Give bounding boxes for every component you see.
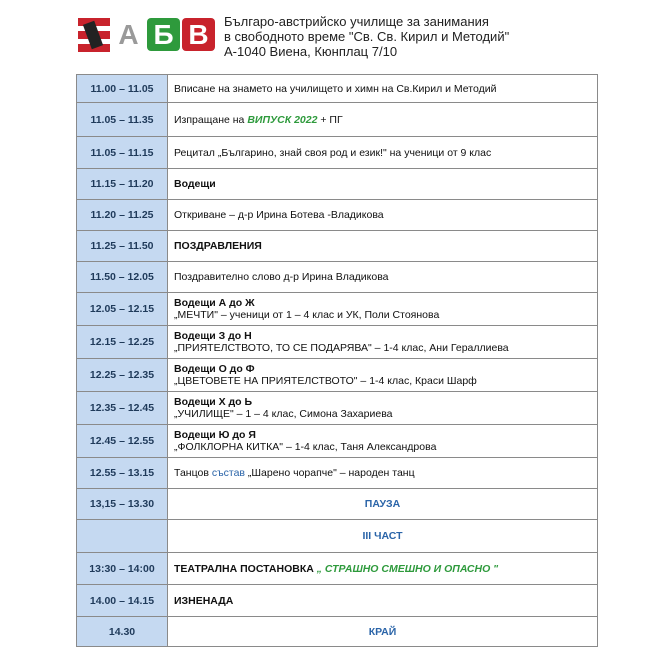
logo-letter-v: В	[182, 18, 215, 51]
time-cell: 13:30 – 14:00	[77, 553, 168, 585]
table-row	[77, 489, 598, 520]
desc-text: Танцов	[174, 467, 212, 479]
description-cell	[168, 425, 598, 458]
table-row	[77, 359, 598, 392]
time-cell: 14.00 – 14.15	[77, 585, 168, 617]
row-title: Водещи Ю до Я	[174, 429, 256, 441]
description-cell: Рецитал „Българино, знай своя род и език!" на ученици от 9 клас	[168, 137, 598, 169]
description-cell: Водещи	[168, 169, 598, 200]
description-cell: Поздравително слово д-р Ирина Владикова	[168, 262, 598, 293]
description-cell: ИЗНЕНАДА	[168, 585, 598, 617]
table-row	[77, 520, 598, 553]
table-row	[77, 293, 598, 326]
logo-letter-a: А	[112, 18, 145, 51]
time-cell: 11.00 – 11.05	[77, 75, 168, 103]
row-subtitle: „МЕЧТИ" – ученици от 1 – 4 клас и УК, Поли Стоянова	[174, 309, 440, 321]
row-subtitle: „ЦВЕТОВЕТЕ НА ПРИЯТЕЛСТВОТО" – 1-4 клас, Краси Шарф	[174, 375, 477, 387]
row-subtitle: „УЧИЛИЩЕ" – 1 – 4 клас, Симона Захариева	[174, 408, 393, 420]
logo-letter-b: Б	[147, 18, 180, 51]
description-cell: Откриване – д-р Ирина Ботева -Владикова	[168, 200, 598, 231]
school-name-line: Българо-австрийско училище за занимания	[224, 14, 489, 29]
row-title: Водещи О до Ф	[174, 363, 255, 375]
logo-flag-mark	[78, 18, 110, 52]
table-row	[77, 75, 598, 103]
time-cell: 11.05 – 11.15	[77, 137, 168, 169]
school-address-line: А-1040 Виена, Кюнплац 7/10	[224, 44, 398, 59]
row-subtitle: „ПРИЯТЕЛСТВОТО, ТО СЕ ПОДАРЯВА" – 1-4 клас, Ани Гераллиева	[174, 342, 509, 354]
desc-text: „Шарено чорапче" – народен танц	[244, 467, 415, 479]
table-row	[77, 617, 598, 647]
table-row	[77, 553, 598, 585]
description-cell: ПАУЗА	[168, 489, 598, 520]
graduating-class-highlight: ВИПУСК 2022	[247, 113, 318, 126]
table-row	[77, 231, 598, 262]
play-title-highlight: „ СТРАШНО СМЕШНО И ОПАСНО "	[316, 562, 499, 575]
time-cell	[77, 520, 168, 553]
row-title: Водещи З до Н	[174, 330, 252, 342]
table-row	[77, 425, 598, 458]
description-cell	[168, 103, 598, 137]
ensemble-highlight: състав	[211, 467, 245, 479]
document-header	[78, 14, 638, 64]
table-row	[77, 262, 598, 293]
desc-text: Изпращане на	[174, 113, 248, 126]
table-row	[77, 458, 598, 489]
time-cell: 14.30	[77, 617, 168, 647]
description-cell	[168, 293, 598, 326]
program-table	[76, 74, 598, 647]
description-cell: КРАЙ	[168, 617, 598, 647]
time-cell: 11.25 – 11.50	[77, 231, 168, 262]
time-cell: 11.15 – 11.20	[77, 169, 168, 200]
table-row	[77, 137, 598, 169]
description-cell	[168, 553, 598, 585]
desc-text: ТЕАТРАЛНА ПОСТАНОВКА	[174, 562, 317, 575]
description-cell	[168, 326, 598, 359]
time-cell: 12.05 – 12.15	[77, 293, 168, 326]
time-cell: 12.25 – 12.35	[77, 359, 168, 392]
description-cell	[168, 458, 598, 489]
time-cell: 11.20 – 11.25	[77, 200, 168, 231]
description-cell	[168, 392, 598, 425]
time-cell: 12.45 – 12.55	[77, 425, 168, 458]
time-cell: 11.50 – 12.05	[77, 262, 168, 293]
description-cell	[168, 359, 598, 392]
school-patron-line: в свободното време "Св. Св. Кирил и Методий"	[224, 29, 510, 44]
time-cell: 12.55 – 13.15	[77, 458, 168, 489]
table-row	[77, 103, 598, 137]
desc-text: + ПГ	[317, 113, 343, 126]
school-address-block	[224, 14, 509, 59]
description-cell: Вписане на знамето на училището и химн на Св.Кирил и Методий	[168, 75, 598, 103]
row-subtitle: „ФОЛКЛОРНА КИТКА" – 1-4 клас, Таня Александрова	[174, 441, 437, 453]
row-title: Водещи Х до Ь	[174, 396, 253, 408]
description-cell: III ЧАСТ	[168, 520, 598, 553]
description-cell: ПОЗДРАВЛЕНИЯ	[168, 231, 598, 262]
time-cell: 11.05 – 11.35	[77, 103, 168, 137]
time-cell: 12.35 – 12.45	[77, 392, 168, 425]
time-cell: 12.15 – 12.25	[77, 326, 168, 359]
school-logo	[78, 18, 214, 62]
time-cell: 13,15 – 13.30	[77, 489, 168, 520]
table-row	[77, 392, 598, 425]
row-title: Водещи А до Ж	[174, 297, 255, 309]
table-row	[77, 200, 598, 231]
table-row	[77, 326, 598, 359]
table-row	[77, 585, 598, 617]
table-row	[77, 169, 598, 200]
